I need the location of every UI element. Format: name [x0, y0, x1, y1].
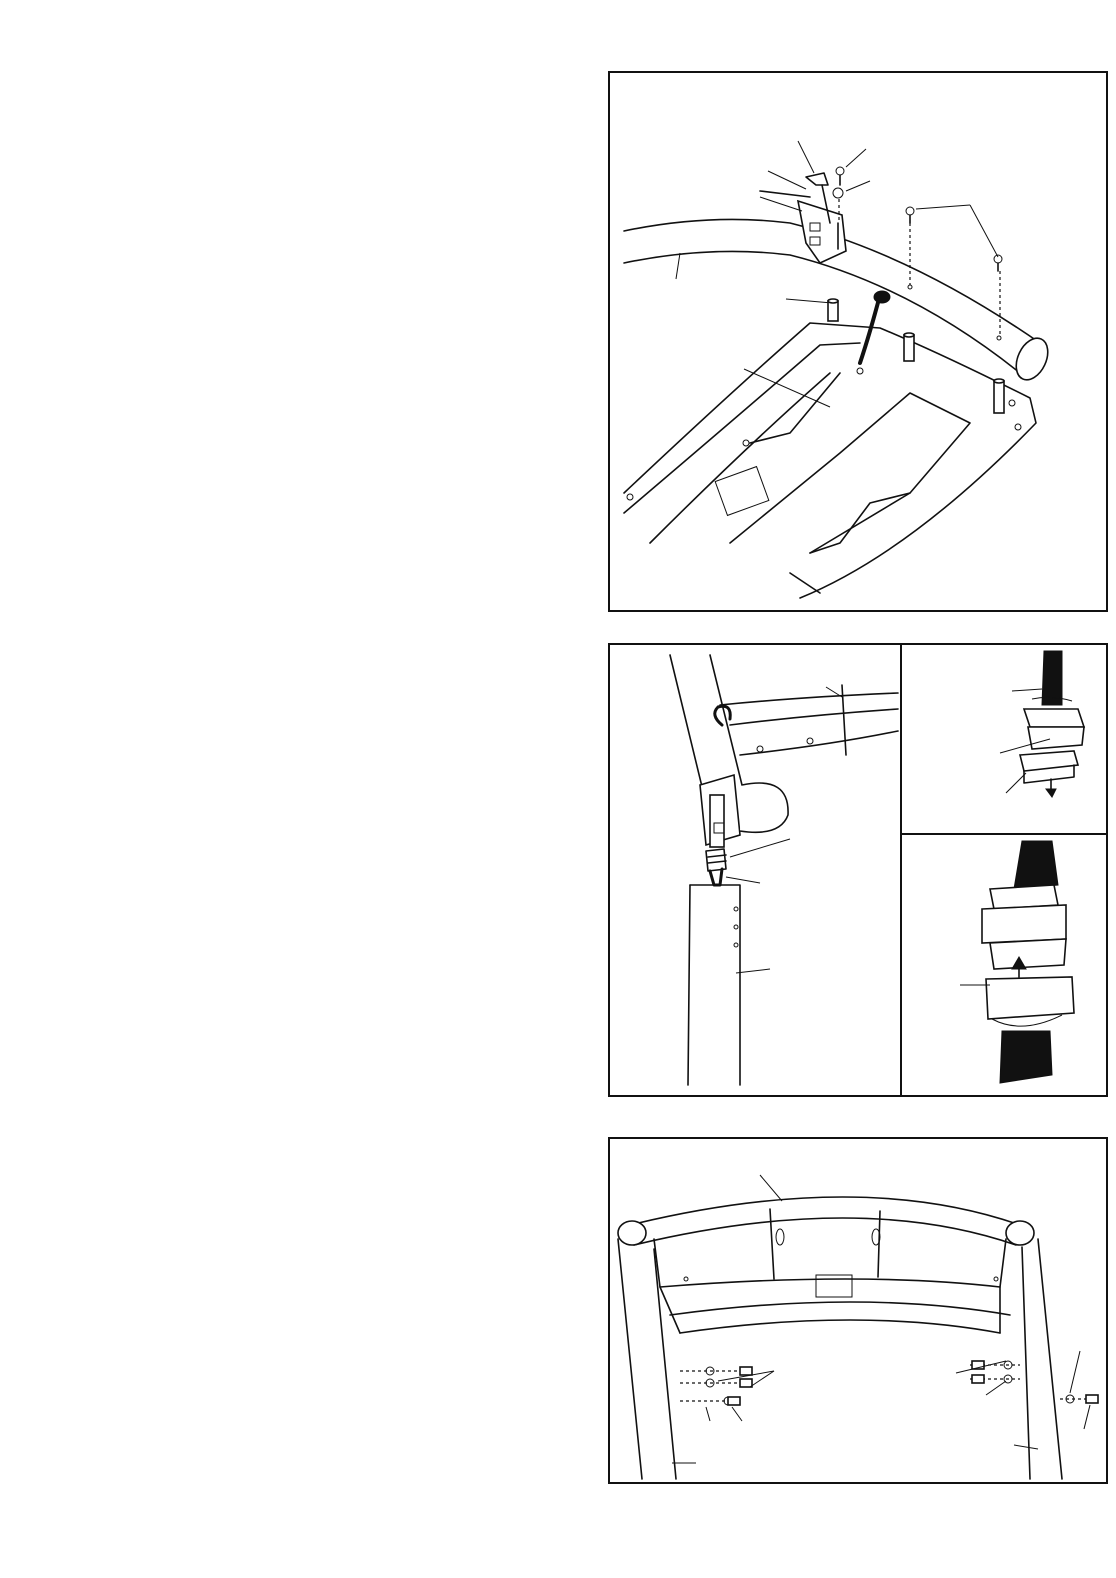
- figure-3-panel: [608, 1137, 1108, 1484]
- figure-1-panel: [608, 71, 1108, 612]
- figure-2-inset-bottom: [900, 833, 1108, 1097]
- upright-wire-connection-illustration: [610, 645, 900, 1095]
- connector-disconnect-illustration: [902, 645, 1106, 833]
- figure-2-inset-top: [900, 643, 1108, 835]
- console-base-bolts-illustration: [610, 1139, 1106, 1482]
- connector-join-illustration: [902, 835, 1106, 1095]
- figure-2-panel: [608, 643, 902, 1097]
- base-pad-bracket-illustration: [610, 73, 1106, 610]
